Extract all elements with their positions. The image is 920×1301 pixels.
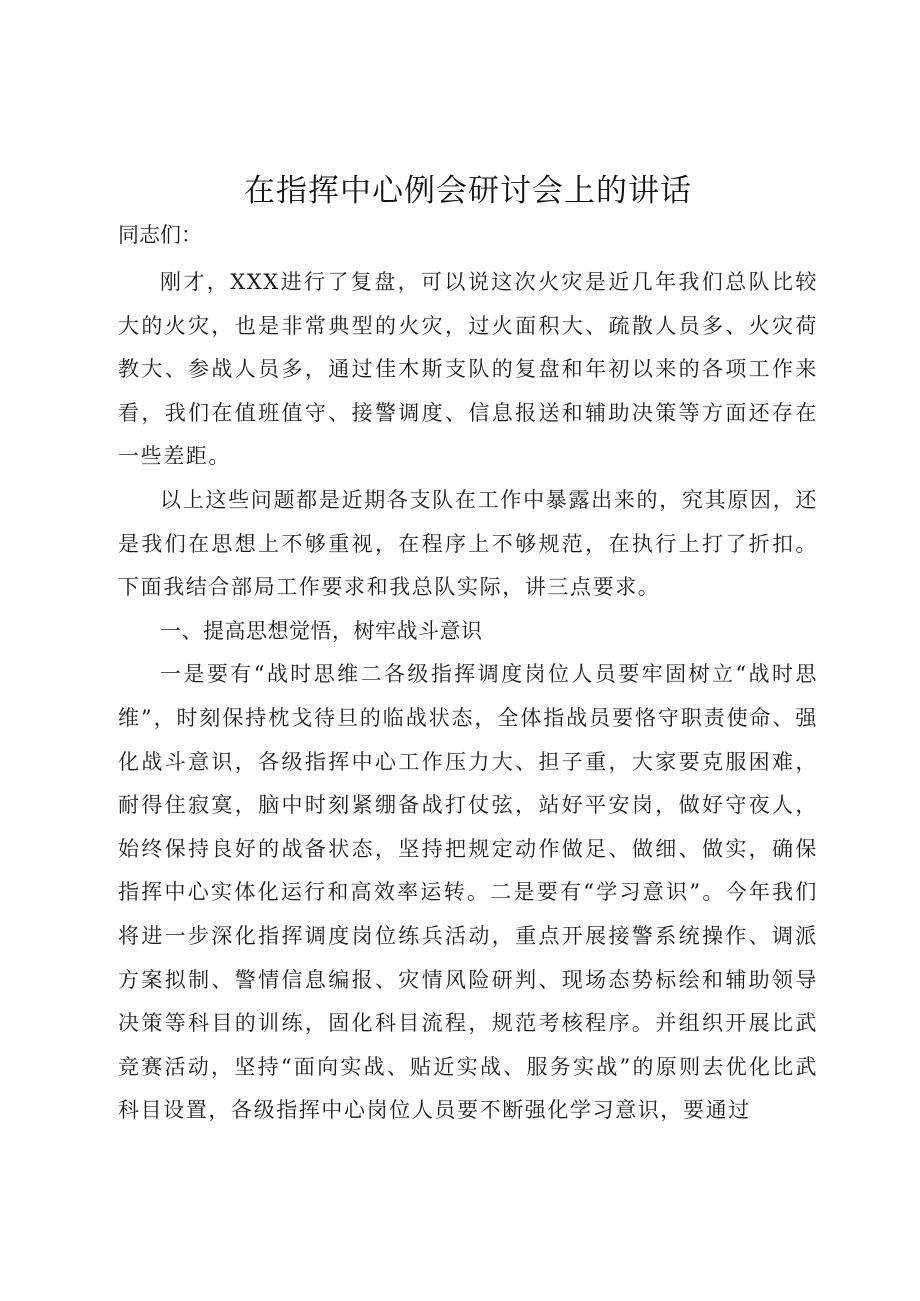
paragraph-1: 刚才，XXX进行了复盘，可以说这次火灾是近几年我们总队比较大的火灾，也是非常典型的火灾，过火面积大、疏散人员多、火灾荷教大、参战人员多，通过佳木斯支队的复盘和年初以来的各项工作来看，我们在值班值守、接警调度、信息报送和辅助决策等方面还存在一些差距。 bbox=[118, 270, 818, 469]
section-heading: 一、提高思想觉悟，树牢战斗意识 bbox=[160, 618, 483, 643]
paragraph-3: 一是要有“战时思维二各级指挥调度岗位人员要牢固树立“战时思维”，时刻保持枕戈待旦的临战状态，全体指战员要恪守职责使命、强化战斗意识，各级指挥中心工作压力大、担子重，大家要克服困难，耐得住寂寞，脑中时刻紧绷备战打仗弦，站好平安岗，做好守夜人，始终保持良好的战备状态，坚持把规定动作做足、做细、做实，确保指挥中心实体化运行和高效率运转。二是要有“学习意识”。今年我们将进一步深化指挥调度岗位练兵活动，重点开展接警系统操作、调派方案拟制、警情信息编报、灾情风险研判、现场态势标绘和辅助领导决策等科目的训练，固化科目流程，规范考核程序。并组织开展比武竞赛活动，坚持“面向实战、贴近实战、服务实战”的原则去优化比武科目设置，各级指挥中心岗位人员要不断强化学习意识，要通过 bbox=[118, 662, 818, 1123]
salutation: 同志们： bbox=[118, 223, 202, 247]
document-title: 在指挥中心例会研讨会上的讲话 bbox=[244, 173, 692, 209]
paragraph-2: 以上这些问题都是近期各支队在工作中暴露出来的，究其原因，还是我们在思想上不够重视，在程序上不够规范，在执行上打了折扣。下面我结合部局工作要求和我总队实际，讲三点要求。 bbox=[118, 487, 818, 600]
document-page bbox=[118, 165, 818, 1133]
